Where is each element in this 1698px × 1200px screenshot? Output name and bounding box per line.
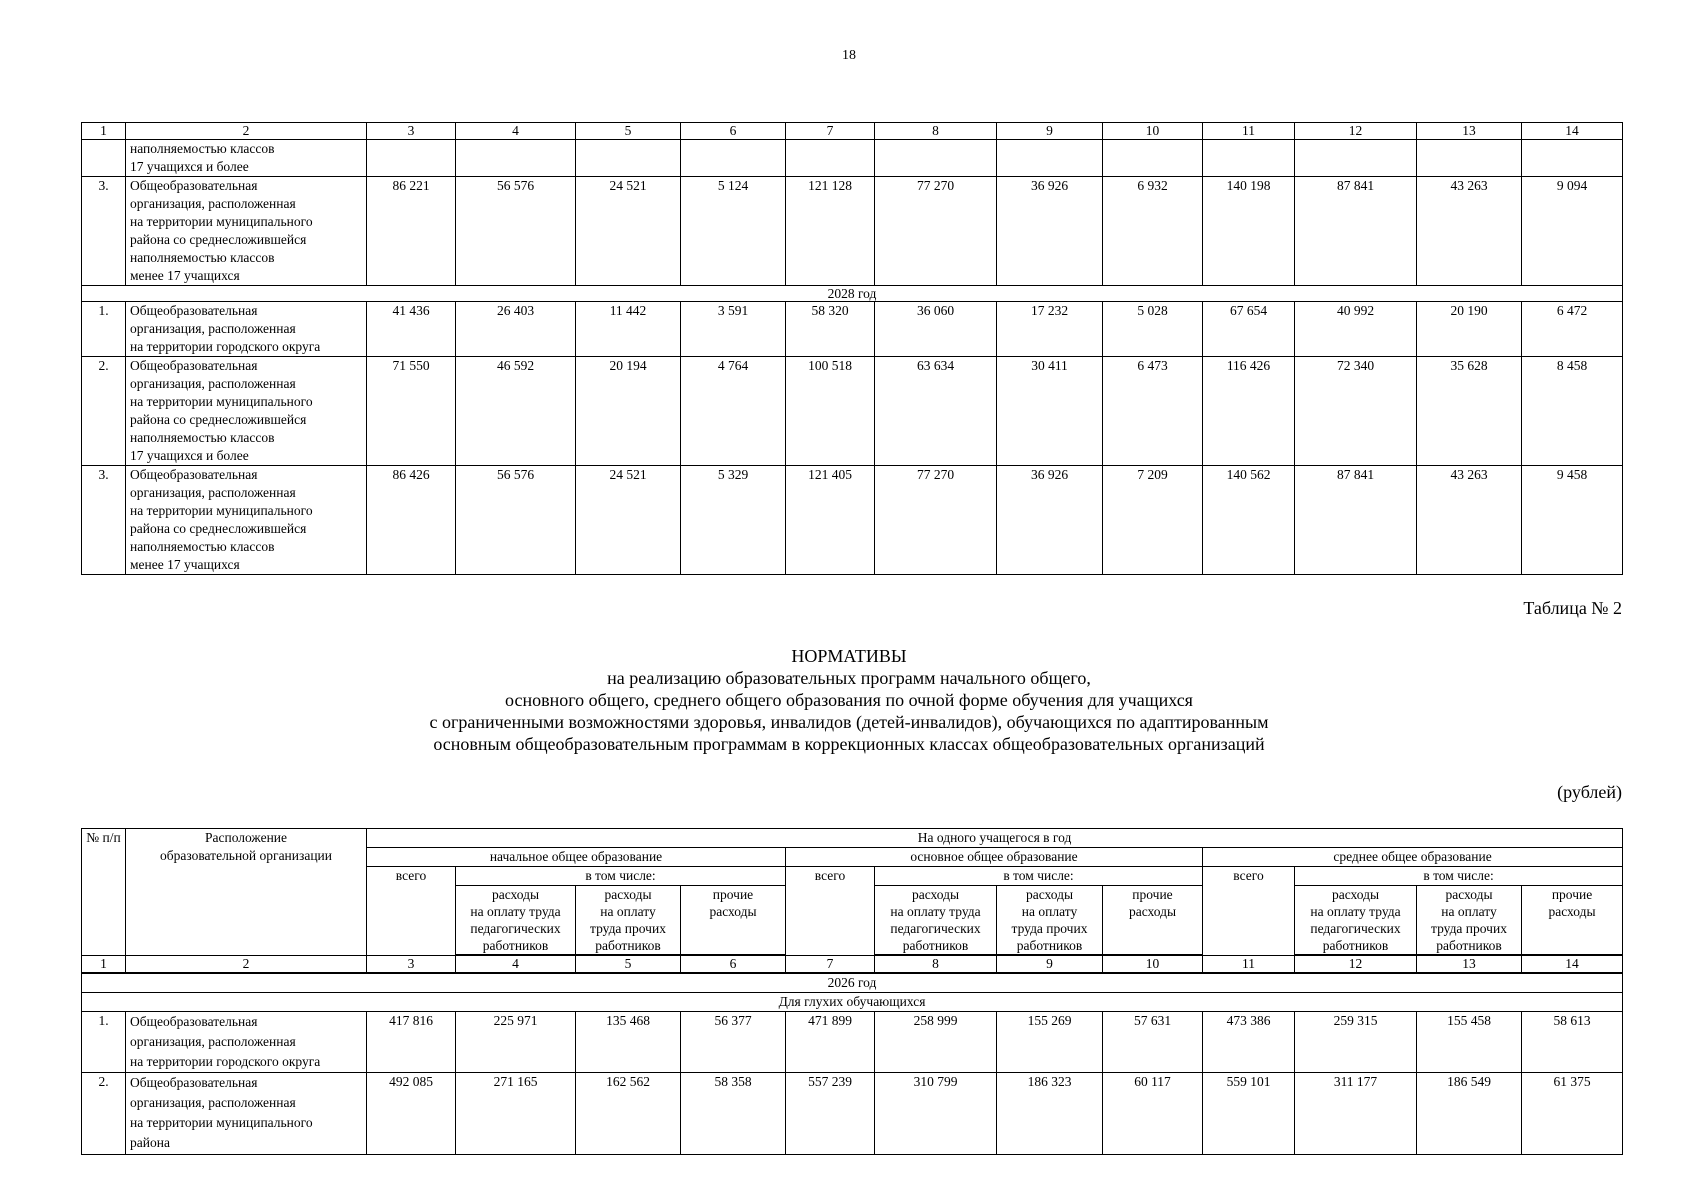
title-line: основным общеобразовательным программам в коррекционных классах общеобразовательных организаций (433, 734, 1265, 754)
organization-description (126, 140, 367, 177)
value-cell: 6 932 (1103, 177, 1203, 286)
value-cell: 311 177 (1295, 1073, 1417, 1155)
value-cell: 135 468 (576, 1012, 681, 1073)
group-row (82, 993, 1623, 1012)
value-cell (681, 140, 786, 177)
year-row (82, 973, 1623, 993)
value-cell: 6 473 (1103, 357, 1203, 466)
header-per-student: На одного учащегося в год (367, 829, 1623, 848)
title-line: основного общего, среднего общего образования по очной форме обучения для учащихся (505, 690, 1193, 710)
header-sub-line: работников (1016, 938, 1083, 953)
value-cell: 557 239 (786, 1073, 875, 1155)
column-number: 13 (1417, 123, 1522, 140)
description-line: 17 учащихся и более (130, 448, 249, 463)
value-cell: 17 232 (997, 302, 1103, 357)
header-sub-line: на оплату труда (470, 904, 561, 919)
value-cell: 58 613 (1522, 1012, 1623, 1073)
column-number: 10 (1103, 955, 1203, 973)
value-cell: 471 899 (786, 1012, 875, 1073)
header-row (82, 829, 1623, 848)
column-number: 6 (681, 955, 786, 973)
column-number: 4 (456, 955, 576, 973)
row-number: 3. (82, 466, 126, 575)
value-cell: 5 028 (1103, 302, 1203, 357)
header-sub (681, 886, 786, 956)
header-sub-line: работников (1322, 938, 1389, 953)
header-sub (1103, 886, 1203, 956)
table-row (82, 357, 1623, 466)
value-cell: 87 841 (1295, 177, 1417, 286)
header-sub-line: расходы (491, 887, 540, 902)
value-cell: 36 926 (997, 177, 1103, 286)
value-cell: 5 124 (681, 177, 786, 286)
header-including: в том числе: (875, 867, 1203, 886)
value-cell: 155 458 (1417, 1012, 1522, 1073)
value-cell: 86 221 (367, 177, 456, 286)
description-line: организация, расположенная (130, 1095, 296, 1110)
description-line: Общеобразовательная (130, 1075, 258, 1090)
header-sub-line: на оплату труда (1310, 904, 1401, 919)
description-line: 17 учащихся и более (130, 159, 249, 174)
description-line: на территории городского округа (130, 339, 321, 354)
value-cell: 30 411 (997, 357, 1103, 466)
value-cell: 86 426 (367, 466, 456, 575)
value-cell (576, 140, 681, 177)
value-cell: 121 405 (786, 466, 875, 575)
table-row (82, 302, 1623, 357)
header-sub-line: расходы (1128, 904, 1177, 919)
row-number: 2. (82, 357, 126, 466)
value-cell: 41 436 (367, 302, 456, 357)
header-sub (997, 886, 1103, 956)
value-cell: 77 270 (875, 177, 997, 286)
row-number: 1. (82, 1012, 126, 1073)
description-line: на территории муниципального (130, 214, 313, 229)
value-cell: 225 971 (456, 1012, 576, 1073)
value-cell: 35 628 (1417, 357, 1522, 466)
value-cell: 43 263 (1417, 466, 1522, 575)
column-numbers-row (82, 123, 1623, 140)
value-cell: 26 403 (456, 302, 576, 357)
value-cell: 9 094 (1522, 177, 1623, 286)
header-total: всего (1203, 867, 1295, 956)
description-line: организация, расположенная (130, 321, 296, 336)
header-level: основное общее образование (786, 848, 1203, 867)
value-cell: 559 101 (1203, 1073, 1295, 1155)
header-sub-line: работников (1436, 938, 1502, 953)
value-cell: 20 190 (1417, 302, 1522, 357)
header-total: всего (786, 867, 875, 956)
value-cell: 77 270 (875, 466, 997, 575)
description-line: на территории муниципального (130, 394, 313, 409)
header-sub-line: расходы (1548, 904, 1596, 919)
value-cell: 56 576 (456, 177, 576, 286)
description-line: Общеобразовательная (130, 1014, 258, 1029)
value-cell: 417 816 (367, 1012, 456, 1073)
value-cell: 258 999 (875, 1012, 997, 1073)
value-cell: 271 165 (456, 1073, 576, 1155)
column-number: 1 (82, 955, 126, 973)
description-line: Общеобразовательная (130, 467, 258, 482)
title-line: с ограниченными возможностями здоровья, инвалидов (детей-инвалидов), обучающихся по адаптированным (429, 712, 1269, 732)
value-cell: 20 194 (576, 357, 681, 466)
header-sub-line: расходы (604, 887, 652, 902)
column-number: 12 (1295, 955, 1417, 973)
header-sub-line: работников (595, 938, 661, 953)
value-cell: 11 442 (576, 302, 681, 357)
description-line: Общеобразовательная (130, 178, 258, 193)
value-cell: 155 269 (997, 1012, 1103, 1073)
header-sub-line: труда прочих (1431, 921, 1507, 936)
organization-description (126, 1073, 367, 1155)
description-line: района со среднесложившейся (130, 521, 307, 536)
column-number: 11 (1203, 123, 1295, 140)
column-number: 8 (875, 123, 997, 140)
description-line: наполняемостью классов (130, 539, 275, 554)
value-cell: 40 992 (1295, 302, 1417, 357)
value-cell (367, 140, 456, 177)
value-cell: 5 329 (681, 466, 786, 575)
description-line: наполняемостью классов (130, 141, 275, 156)
row-number: 2. (82, 1073, 126, 1155)
column-number: 13 (1417, 955, 1522, 973)
value-cell (786, 140, 875, 177)
header-sub-line: расходы (1445, 887, 1493, 902)
header-sub (1417, 886, 1522, 956)
value-cell: 87 841 (1295, 466, 1417, 575)
page-number: 18 (842, 48, 856, 63)
value-cell: 3 591 (681, 302, 786, 357)
organization-description (126, 466, 367, 575)
row-number (82, 140, 126, 177)
column-number: 7 (786, 955, 875, 973)
organization-description (126, 177, 367, 286)
value-cell (875, 140, 997, 177)
column-number: 14 (1522, 955, 1623, 973)
norms-title (0, 645, 1698, 755)
column-number: 7 (786, 123, 875, 140)
column-number: 14 (1522, 123, 1623, 140)
value-cell: 67 654 (1203, 302, 1295, 357)
header-no: № п/п (82, 829, 126, 956)
value-cell: 56 377 (681, 1012, 786, 1073)
header-sub-line: на оплату труда (890, 904, 981, 919)
description-line: организация, расположенная (130, 376, 296, 391)
value-cell: 259 315 (1295, 1012, 1417, 1073)
column-number: 5 (576, 123, 681, 140)
value-cell: 61 375 (1522, 1073, 1623, 1155)
column-numbers-row (82, 955, 1623, 973)
value-cell: 8 458 (1522, 357, 1623, 466)
value-cell (997, 140, 1103, 177)
column-number: 6 (681, 123, 786, 140)
header-level: начальное общее образование (367, 848, 786, 867)
header-level: среднее общее образование (1203, 848, 1623, 867)
header-sub-line: прочие (1551, 887, 1593, 902)
header-sub (1522, 886, 1623, 956)
title-line: на реализацию образовательных программ начального общего, (607, 668, 1091, 688)
value-cell: 36 060 (875, 302, 997, 357)
header-including: в том числе: (456, 867, 786, 886)
value-cell: 57 631 (1103, 1012, 1203, 1073)
title-heading: НОРМАТИВЫ (791, 646, 907, 666)
header-sub-line: работников (482, 938, 549, 953)
units-label: (рублей) (1557, 782, 1622, 802)
column-number: 3 (367, 123, 456, 140)
norms-table-continued (81, 122, 1623, 575)
header-sub-line: педагогических (1310, 921, 1401, 936)
value-cell (456, 140, 576, 177)
description-line: на территории городского округа (130, 1054, 321, 1069)
year-label: 2028 год (82, 286, 1623, 302)
column-number: 10 (1103, 123, 1203, 140)
value-cell: 9 458 (1522, 466, 1623, 575)
value-cell: 162 562 (576, 1073, 681, 1155)
header-sub-line: на оплату (1021, 904, 1078, 919)
header-sub-line: расходы (1025, 887, 1074, 902)
column-number: 5 (576, 955, 681, 973)
header-sub-line: прочие (1132, 887, 1173, 902)
description-line: на территории муниципального (130, 1115, 313, 1130)
value-cell: 186 549 (1417, 1073, 1522, 1155)
column-number: 8 (875, 955, 997, 973)
description-line: организация, расположенная (130, 196, 296, 211)
column-number: 11 (1203, 955, 1295, 973)
column-number: 3 (367, 955, 456, 973)
value-cell: 4 764 (681, 357, 786, 466)
year-label: 2026 год (82, 973, 1623, 993)
description-line: организация, расположенная (130, 485, 296, 500)
description-line: Общеобразовательная (130, 303, 258, 318)
value-cell: 63 634 (875, 357, 997, 466)
header-sub-line: работников (902, 938, 969, 953)
year-row (82, 286, 1623, 302)
value-cell: 43 263 (1417, 177, 1522, 286)
description-line: организация, расположенная (130, 1034, 296, 1049)
row-number: 3. (82, 177, 126, 286)
table-label: Таблица № 2 (1523, 598, 1622, 618)
value-cell (1522, 140, 1623, 177)
value-cell: 71 550 (367, 357, 456, 466)
description-line: менее 17 учащихся (130, 557, 240, 572)
column-number: 12 (1295, 123, 1417, 140)
value-cell (1103, 140, 1203, 177)
value-cell: 36 926 (997, 466, 1103, 575)
organization-description (126, 1012, 367, 1073)
header-sub-line: труда прочих (1011, 921, 1088, 936)
table-row (82, 177, 1623, 286)
header-sub-line: расходы (1331, 887, 1380, 902)
description-line: района (130, 1135, 170, 1150)
header-sub (456, 886, 576, 956)
description-line: наполняемостью классов (130, 250, 275, 265)
header-sub-line: прочие (712, 887, 754, 902)
value-cell: 100 518 (786, 357, 875, 466)
column-number: 9 (997, 123, 1103, 140)
header-total: всего (367, 867, 456, 956)
value-cell: 58 358 (681, 1073, 786, 1155)
row-number: 1. (82, 302, 126, 357)
value-cell (1295, 140, 1417, 177)
organization-description (126, 302, 367, 357)
value-cell: 121 128 (786, 177, 875, 286)
table-row (82, 466, 1623, 575)
value-cell: 116 426 (1203, 357, 1295, 466)
header-location: Расположение образовательной организации (126, 829, 367, 956)
description-line: на территории муниципального (130, 503, 313, 518)
description-line: района со среднесложившейся (130, 412, 307, 427)
value-cell: 72 340 (1295, 357, 1417, 466)
column-number: 1 (82, 123, 126, 140)
description-line: района со среднесложившейся (130, 232, 307, 247)
value-cell: 140 198 (1203, 177, 1295, 286)
value-cell: 24 521 (576, 466, 681, 575)
column-number: 9 (997, 955, 1103, 973)
column-number: 2 (126, 955, 367, 973)
column-number: 2 (126, 123, 367, 140)
value-cell (1203, 140, 1295, 177)
value-cell: 56 576 (456, 466, 576, 575)
description-line: менее 17 учащихся (130, 268, 240, 283)
description-line: Общеобразовательная (130, 358, 258, 373)
header-sub-line: педагогических (470, 921, 561, 936)
column-number: 4 (456, 123, 576, 140)
group-label: Для глухих обучающихся (82, 993, 1623, 1012)
table-row (82, 1012, 1623, 1073)
value-cell: 492 085 (367, 1073, 456, 1155)
header-sub-line: расходы (709, 904, 757, 919)
value-cell: 7 209 (1103, 466, 1203, 575)
header-sub (875, 886, 997, 956)
value-cell: 46 592 (456, 357, 576, 466)
value-cell: 24 521 (576, 177, 681, 286)
value-cell (1417, 140, 1522, 177)
header-sub (1295, 886, 1417, 956)
value-cell: 60 117 (1103, 1073, 1203, 1155)
value-cell: 310 799 (875, 1073, 997, 1155)
value-cell: 473 386 (1203, 1012, 1295, 1073)
header-sub-line: труда прочих (590, 921, 666, 936)
header-including: в том числе: (1295, 867, 1623, 886)
table-row-continued (82, 140, 1623, 177)
norms-table-2 (81, 828, 1623, 1155)
table-row (82, 1073, 1623, 1155)
header-sub-line: педагогических (890, 921, 981, 936)
organization-description (126, 357, 367, 466)
value-cell: 186 323 (997, 1073, 1103, 1155)
header-sub-line: на оплату (1441, 904, 1497, 919)
header-sub-line: на оплату (600, 904, 656, 919)
value-cell: 58 320 (786, 302, 875, 357)
value-cell: 6 472 (1522, 302, 1623, 357)
value-cell: 140 562 (1203, 466, 1295, 575)
description-line: наполняемостью классов (130, 430, 275, 445)
header-sub (576, 886, 681, 956)
header-sub-line: расходы (911, 887, 960, 902)
